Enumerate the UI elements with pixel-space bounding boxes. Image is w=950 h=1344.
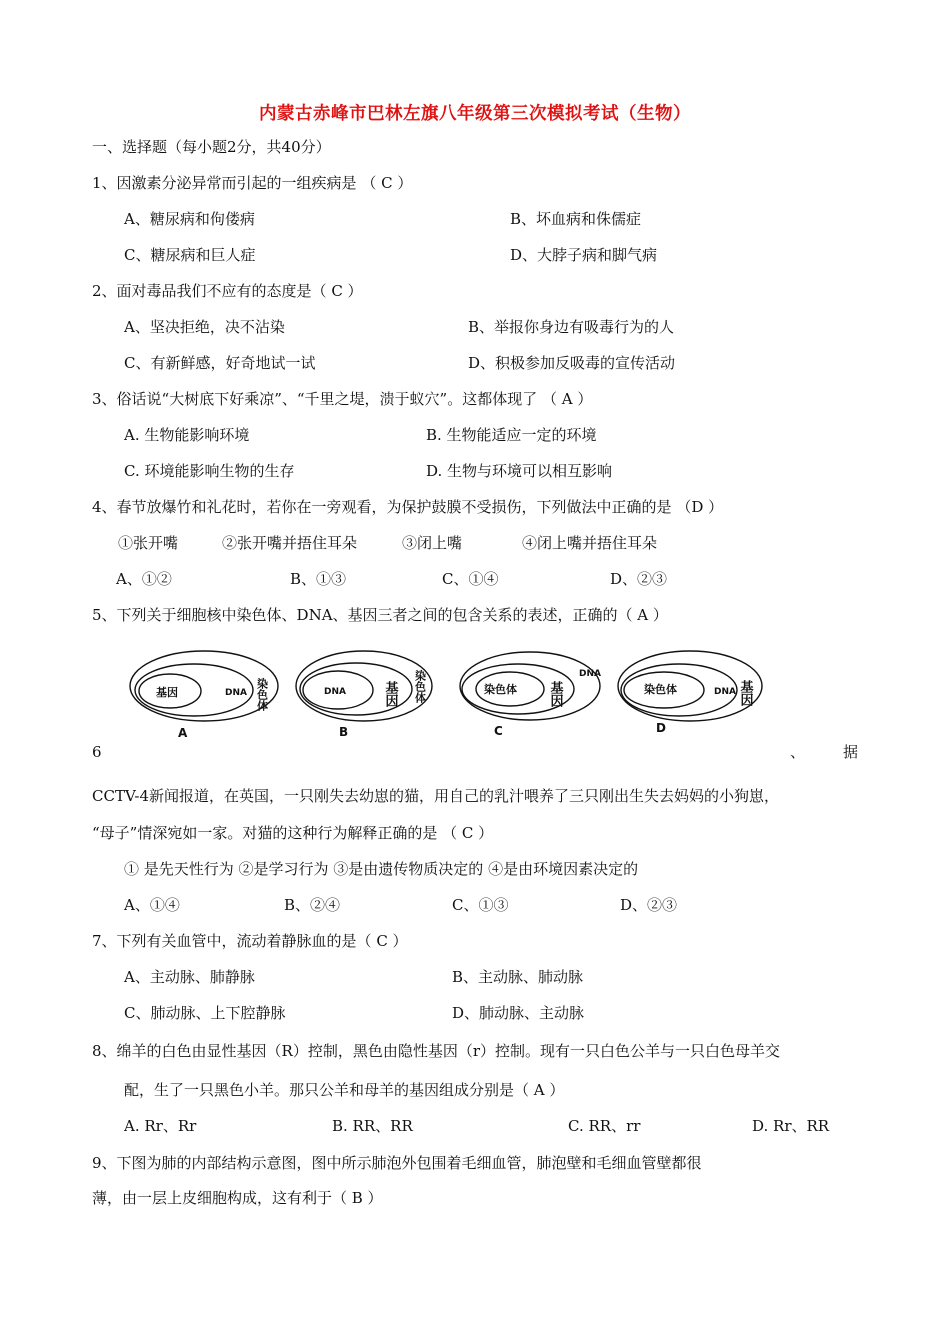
question-3-option-b: B. 生物能适应一定的环境 bbox=[426, 426, 597, 444]
question-3-option-a: A. 生物能影响环境 bbox=[124, 426, 250, 444]
question-7-option-c: C、肺动脉、上下腔静脉 bbox=[124, 1004, 286, 1022]
diagram-b-chromosome-label: 染色体 bbox=[413, 670, 427, 703]
diagram-d-chromosome-label: 染色体 bbox=[644, 683, 677, 696]
diagram-a-dna-label: DNA bbox=[225, 688, 247, 698]
question-6-stem-line-2: CCTV-4新闻报道，在英国，一只刚失去幼崽的猫，用自己的乳汁喂养了三只刚出生失去妈妈的小狗崽， bbox=[92, 787, 780, 805]
question-6-number: 6 bbox=[92, 743, 102, 761]
question-4-choice-4: ④闭上嘴并捂住耳朵 bbox=[522, 534, 658, 552]
question-9-stem-line-1: 9、下图为肺的内部结构示意图，图中所示肺泡外包围着毛细血管，肺泡壁和毛细血管壁都很 bbox=[92, 1154, 702, 1172]
question-1-stem: 1、因激素分泌异常而引起的一组疾病是 （ C ） bbox=[92, 174, 413, 192]
question-4-option-a: A、①② bbox=[116, 570, 172, 588]
question-6-separator: 、 bbox=[790, 743, 806, 761]
diagram-b-dna-label: DNA bbox=[324, 687, 346, 697]
question-6-option-a: A、①④ bbox=[124, 896, 180, 914]
question-2-stem: 2、面对毒品我们不应有的态度是（ C ） bbox=[92, 282, 363, 300]
question-5-stem: 5、下列关于细胞核中染色体、DNA、基因三者之间的包含关系的表述，正确的（ A ） bbox=[92, 606, 668, 624]
diagram-d-dna-label: DNA bbox=[714, 687, 736, 697]
question-4-choice-1: ①张开嘴 bbox=[118, 534, 179, 552]
question-4-option-b: B、①③ bbox=[290, 570, 347, 588]
question-6-option-d: D、②③ bbox=[620, 896, 678, 914]
diagram-a-caption: A bbox=[178, 726, 188, 740]
question-1-option-a: A、糖尿病和佝偻病 bbox=[124, 210, 255, 228]
question-4-stem: 4、春节放爆竹和礼花时，若你在一旁观看，为保护鼓膜不受损伤，下列做法中正确的是 （D ） bbox=[92, 498, 724, 516]
question-6-lead-word: 据 bbox=[843, 743, 859, 761]
question-8-option-a: A. Rr、Rr bbox=[124, 1117, 197, 1135]
diagram-b-gene-label: 基因 bbox=[382, 681, 398, 707]
question-6-stem-line-3: “母子”情深宛如一家。对猫的这种行为解释正确的是 （ C ） bbox=[92, 824, 494, 842]
question-8-option-d: D. Rr、RR bbox=[752, 1117, 830, 1135]
question-3-stem: 3、俗话说“大树底下好乘凉”、“千里之堤，溃于蚁穴”。这都体现了 （ A ） bbox=[92, 390, 593, 408]
diagram-b-caption: B bbox=[339, 725, 349, 739]
diagram-d-caption: D bbox=[656, 721, 666, 735]
diagram-a-chromosome-label: 染色体 bbox=[255, 678, 269, 711]
question-1-option-b: B、坏血病和侏儒症 bbox=[510, 210, 642, 228]
question-1-option-d: D、大脖子病和脚气病 bbox=[510, 246, 658, 264]
question-7-option-d: D、肺动脉、主动脉 bbox=[452, 1004, 585, 1022]
diagram-c-caption: C bbox=[494, 724, 503, 738]
diagram-a-gene-label: 基因 bbox=[156, 686, 178, 699]
question-4-choice-2: ②张开嘴并捂住耳朵 bbox=[222, 534, 358, 552]
question-8-option-c: C. RR、rr bbox=[568, 1117, 641, 1135]
question-7-stem: 7、下列有关血管中，流动着静脉血的是（ C ） bbox=[92, 932, 408, 950]
section-heading: 一、选择题（每小题2分，共40分） bbox=[92, 138, 331, 156]
question-4-option-d: D、②③ bbox=[610, 570, 668, 588]
question-6-choices: ① 是先天性行为 ②是学习行为 ③是由遗传物质决定的 ④是由环境因素决定的 bbox=[124, 860, 639, 878]
question-2-option-d: D、积极参加反吸毒的宣传活动 bbox=[468, 354, 676, 372]
question-1-option-c: C、糖尿病和巨人症 bbox=[124, 246, 256, 264]
diagram-d-gene-label: 基因 bbox=[737, 680, 753, 706]
question-2-option-b: B、举报你身边有吸毒行为的人 bbox=[468, 318, 675, 336]
page-title: 内蒙古赤峰市巴林左旗八年级第三次模拟考试（生物） bbox=[259, 104, 691, 124]
question-8-stem-line-1: 8、绵羊的白色由显性基因（R）控制，黑色由隐性基因（r）控制。现有一只白色公羊与一只白色母羊交 bbox=[92, 1042, 781, 1060]
question-2-option-c: C、有新鲜感，好奇地试一试 bbox=[124, 354, 316, 372]
question-9-stem-line-2: 薄，由一层上皮细胞构成，这有利于（ B ） bbox=[92, 1189, 383, 1207]
question-3-option-d: D. 生物与环境可以相互影响 bbox=[426, 462, 613, 480]
question-7-option-a: A、主动脉、肺静脉 bbox=[124, 968, 255, 986]
diagram-c-gene-label: 基因 bbox=[547, 681, 563, 707]
chromosome-dna-gene-diagram bbox=[128, 648, 788, 742]
question-6-option-c: C、①③ bbox=[452, 896, 509, 914]
question-7-option-b: B、主动脉、肺动脉 bbox=[452, 968, 584, 986]
diagram-c-dna-label: DNA bbox=[579, 669, 601, 679]
question-4-choice-3: ③闭上嘴 bbox=[402, 534, 463, 552]
question-8-stem-line-2: 配，生了一只黑色小羊。那只公羊和母羊的基因组成分别是（ A ） bbox=[124, 1081, 565, 1099]
diagram-c-outer-oval bbox=[460, 652, 600, 720]
question-4-option-c: C、①④ bbox=[442, 570, 499, 588]
question-3-option-c: C. 环境能影响生物的生存 bbox=[124, 462, 295, 480]
question-6-option-b: B、②④ bbox=[284, 896, 341, 914]
question-8-option-b: B. RR、RR bbox=[332, 1117, 413, 1135]
diagram-c-chromosome-label: 染色体 bbox=[484, 683, 517, 696]
question-2-option-a: A、坚决拒绝，决不沾染 bbox=[124, 318, 285, 336]
